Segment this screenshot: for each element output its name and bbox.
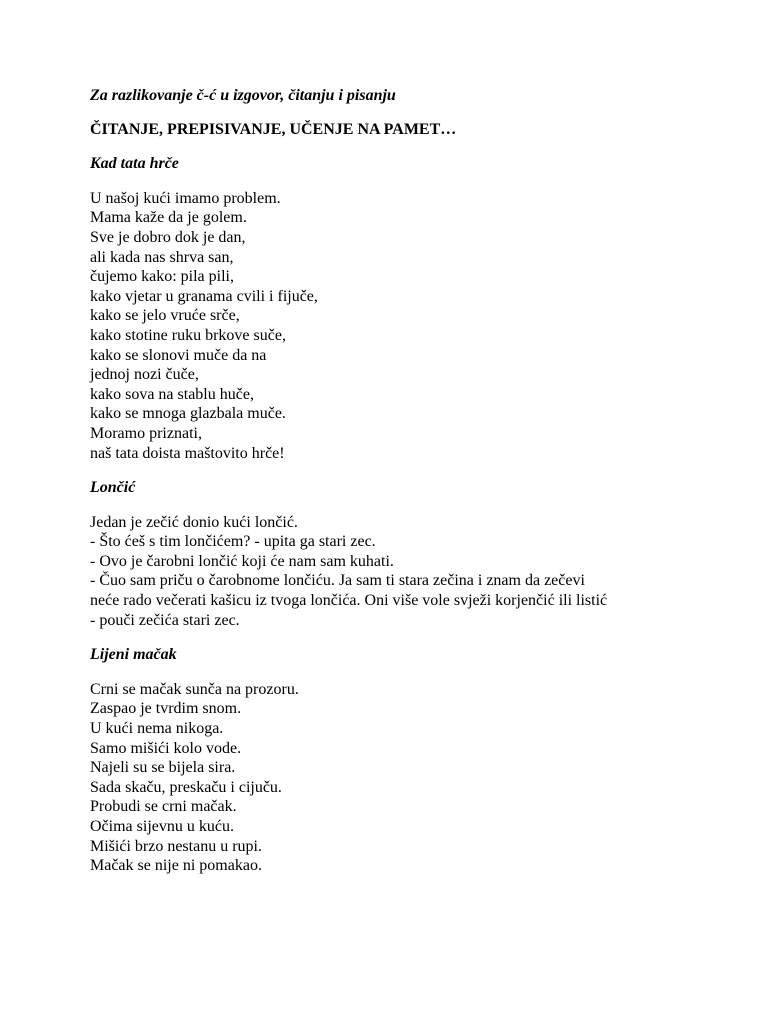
intro-title: Za razlikovanje č-ć u izgovor, čitanju i pisanju [90, 87, 396, 104]
text-line: Sve je dobro dok je dan, [90, 228, 246, 246]
text-line: čujemo kako: pila pili, [90, 268, 234, 286]
poem-body [90, 680, 710, 876]
text-line: kako stotine ruku brkove suče, [90, 326, 286, 344]
text-line: - Ovo je čarobni lončić koji će nam sam kuhati. [90, 552, 394, 570]
story-body [90, 513, 710, 631]
text-line: Očima sijevnu u kuću. [90, 818, 234, 835]
text-line: kako vjetar u granama cvili i fijuče, [90, 287, 318, 305]
text-line: Mačak se nije ni pomakao. [90, 857, 262, 875]
text-line: - Što ćeš s tim lončićem? - upita ga stari zec. [90, 533, 376, 551]
text-line: - pouči zečića stari zec. [90, 611, 240, 629]
text-line: kako se mnoga glazbala muče. [90, 405, 286, 423]
text-line: ali kada nas shrva san, [90, 248, 234, 266]
text-line: U kući nema nikoga. [90, 720, 224, 738]
text-line: kako se slonovi muče da na [90, 346, 267, 364]
text-line: neće rado večerati kašicu iz tvoga lončića. Oni više vole svježi korjenčić ili listić [90, 592, 608, 610]
text-line: naš tata doista maštovito hrče! [90, 444, 285, 462]
section-title: Lijeni mačak [90, 646, 177, 664]
text-line: Moramo priznati, [90, 424, 202, 442]
poem-body [90, 189, 710, 463]
text-line: - Čuo sam priču o čarobnome lončiću. Ja sam ti stara zečina i znam da zečevi [90, 572, 585, 590]
section-title: Lončić [90, 479, 136, 497]
text-line: Crni se mačak sunča na prozoru. [90, 680, 299, 698]
text-line: Probudi se crni mačak. [90, 798, 237, 816]
section-title: Kad tata hrče [90, 155, 179, 173]
text-line: kako sova na stablu huče, [90, 385, 254, 403]
text-line: Sada skaču, preskaču i cijuču. [90, 778, 282, 796]
text-line: Zaspao je tvrdim snom. [90, 700, 242, 718]
document-page [90, 86, 710, 876]
text-line: Mišići brzo nestanu u rupi. [90, 837, 262, 855]
text-line: Najeli su se bijela sira. [90, 759, 236, 777]
subtitle: ČITANJE, PREPISIVANJE, UČENJE NA PAMET… [90, 120, 457, 138]
text-line: kako se jelo vruće srče, [90, 307, 240, 325]
text-line: jednoj nozi čuče, [90, 366, 199, 384]
text-line: Jedan je zečić donio kući lončić. [90, 513, 298, 531]
text-line: Mama kaže da je golem. [90, 209, 247, 227]
text-line: Samo mišići kolo vode. [90, 739, 242, 757]
text-line: U našoj kući imamo problem. [90, 189, 281, 207]
